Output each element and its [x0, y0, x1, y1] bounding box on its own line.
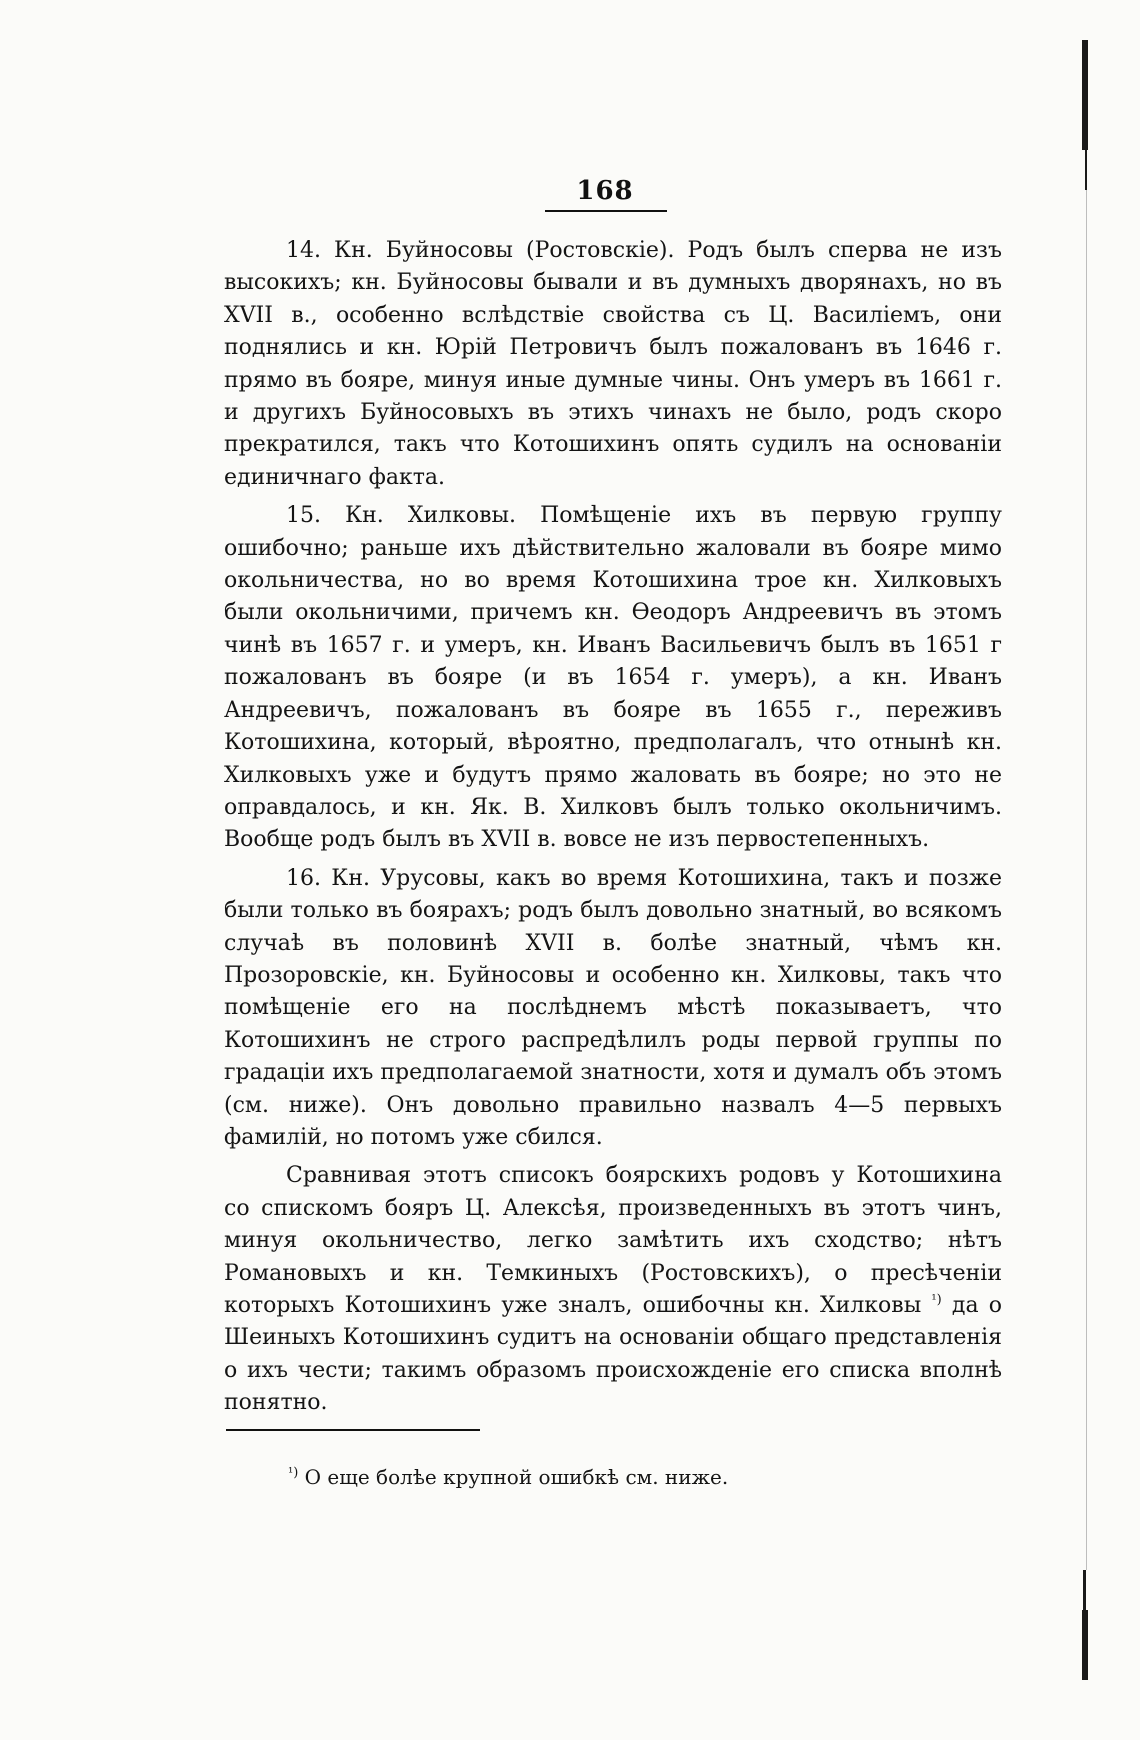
footnote-rule: [226, 1429, 480, 1431]
footnote-marker: ¹): [288, 1465, 299, 1481]
binding-edge-mark: [1078, 40, 1090, 1680]
paragraph-comparison-start: Сравнивая этотъ списокъ боярскихъ родовъ у Котошихина со спискомъ бояръ Ц. Алексѣя, произведенныхъ въ этотъ чинъ, минуя окольничество, легко замѣтить ихъ сходство; нѣтъ Романовыхъ и кн. Темкиныхъ (Ростовскихъ), о пресѣченіи которыхъ Котошихинъ уже зналъ, ошибочны кн. Хилковы: [224, 1163, 1002, 1318]
footnote-reference: ¹): [931, 1292, 942, 1308]
page-header: [540, 176, 670, 206]
body-text: [224, 235, 1002, 1420]
paragraph-comparison: [224, 1160, 1002, 1419]
header-rule: [545, 210, 667, 212]
footnote-text: О еще болѣе крупной ошибкѣ см. ниже.: [298, 1465, 729, 1489]
paragraph-comparison-end: да о Шеиныхъ Котошихинъ судитъ на основаніи общаго представленія о ихъ чести; такимъ образомъ происхожденіе его списка вполнѣ понятно.: [224, 1293, 1002, 1416]
paragraph-16-urusovy: 16. Кн. Урусовы, какъ во время Котошихина, такъ и позже были только въ боярахъ; родъ былъ довольно знатный, во всякомъ случаѣ въ половинѣ XVII в. болѣе знатный, чѣмъ кн. Прозоровскіе, кн. Буйносовы и особенно кн. Хилковы, такъ что помѣщеніе его на послѣднемъ мѣстѣ показываетъ, что Котошихинъ не строго распредѣлилъ роды первой группы по градаціи ихъ предполагаемой знатности, хотя и думалъ объ этомъ (см. ниже). Онъ довольно правильно назвалъ 4—5 первыхъ фамилій, но потомъ уже сбился.: [224, 865, 1002, 1150]
page-number: 168: [576, 176, 634, 206]
paragraph-15-khilkovy: 15. Кн. Хилковы. Помѣщеніе ихъ въ первую группу ошибочно; раньше ихъ дѣйствительно жаловали въ бояре мимо окольничества, но во время Котошихина трое кн. Хилковыхъ были окольничими, причемъ кн. Ѳеодоръ Андреевичъ въ этомъ чинѣ въ 1657 г. и умеръ, кн. Иванъ Васильевичъ былъ въ 1651 г пожалованъ въ бояре (и въ 1654 г. умеръ), а кн. Иванъ Андреевичъ, пожалованъ въ бояре въ 1655 г., переживъ Котошихина, который, вѣроятно, предполагалъ, что отнынѣ кн. Хилковыхъ уже и будутъ прямо жаловать въ бояре; но это не оправдалось, и кн. Як. В. Хилковъ былъ только окольничимъ. Вообще родъ былъ въ XVII в. вовсе не изъ первостепенныхъ.: [224, 503, 1002, 853]
paragraph-14-buinosovy: 14. Кн. Буйносовы (Ростовскіе). Родъ былъ сперва не изъ высокихъ; кн. Буйносовы бывали и въ думныхъ дворянахъ, но въ XVII в., особенно вслѣдствіе свойства съ Ц. Василіемъ, они поднялись и кн. Юрій Петровичъ былъ пожалованъ въ 1646 г. прямо въ бояре, минуя иные думные чины. Онъ умеръ въ 1661 г. и другихъ Буйносовыхъ въ этихъ чинахъ не было, родъ скоро прекратился, такъ что Котошихинъ опять судилъ на основаніи единичнаго факта.: [224, 238, 1002, 490]
footnote: [288, 1465, 988, 1489]
